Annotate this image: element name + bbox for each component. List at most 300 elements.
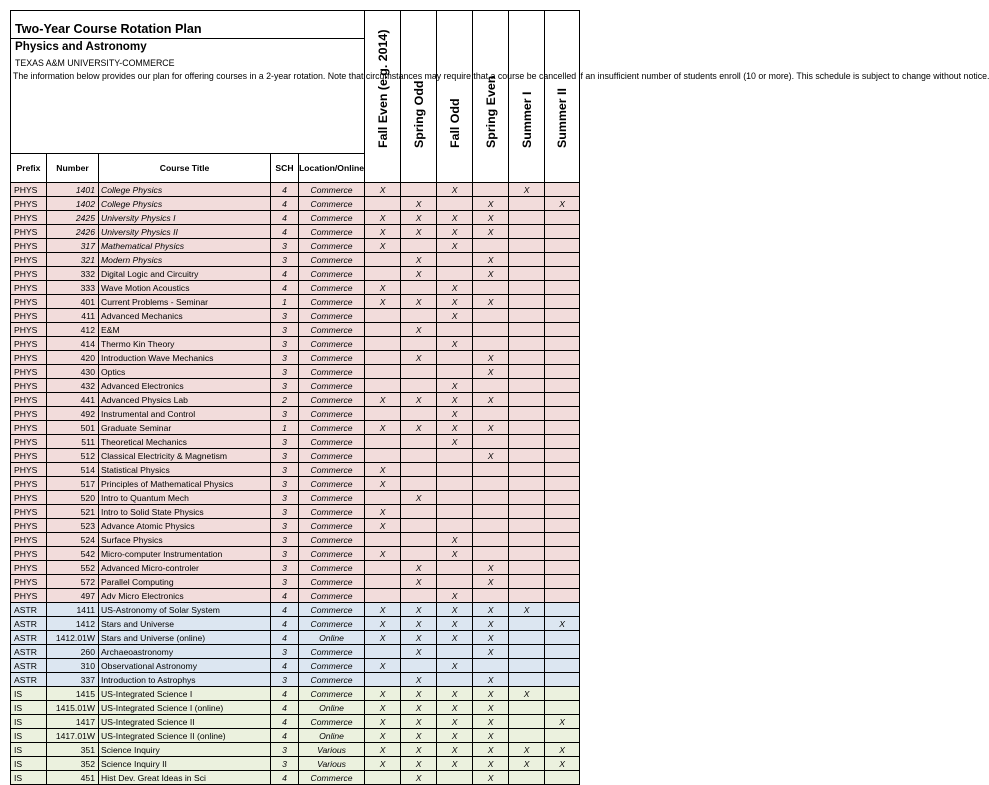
- course-prefix: PHYS: [11, 379, 47, 393]
- offering-mark: [473, 183, 509, 197]
- table-row: [11, 743, 580, 757]
- offering-mark: [509, 715, 545, 729]
- course-title: Archaeoastronomy: [99, 645, 271, 659]
- course-location: Commerce: [299, 477, 365, 491]
- offering-mark: [509, 365, 545, 379]
- offering-mark: X: [473, 267, 509, 281]
- course-title: E&M: [99, 323, 271, 337]
- offering-mark: X: [437, 337, 473, 351]
- offering-mark: X: [365, 743, 401, 757]
- offering-mark: [545, 547, 580, 561]
- offering-mark: [545, 435, 580, 449]
- course-prefix: PHYS: [11, 449, 47, 463]
- table-row: [11, 323, 580, 337]
- table-row: [11, 183, 580, 197]
- offering-mark: [509, 589, 545, 603]
- offering-mark: [545, 365, 580, 379]
- offering-mark: X: [365, 547, 401, 561]
- course-title: Observational Astronomy: [99, 659, 271, 673]
- course-title: Hist Dev. Great Ideas in Sci: [99, 771, 271, 785]
- offering-mark: [509, 533, 545, 547]
- course-prefix: IS: [11, 743, 47, 757]
- table-row: [11, 603, 580, 617]
- offering-mark: [509, 617, 545, 631]
- offering-mark: [545, 337, 580, 351]
- semester-header-fall-odd: Fall Odd: [437, 11, 473, 183]
- offering-mark: X: [401, 295, 437, 309]
- course-sch: 4: [271, 183, 299, 197]
- course-number: 1417.01W: [47, 729, 99, 743]
- offering-mark: X: [473, 365, 509, 379]
- offering-mark: X: [473, 561, 509, 575]
- offering-mark: X: [509, 743, 545, 757]
- course-prefix: PHYS: [11, 351, 47, 365]
- table-row: [11, 309, 580, 323]
- course-sch: 3: [271, 519, 299, 533]
- offering-mark: X: [401, 253, 437, 267]
- offering-mark: [365, 435, 401, 449]
- offering-mark: [437, 575, 473, 589]
- table-row: [11, 337, 580, 351]
- offering-mark: [545, 645, 580, 659]
- course-title: University Physics I: [99, 211, 271, 225]
- course-sch: 3: [271, 351, 299, 365]
- course-number: 1412: [47, 617, 99, 631]
- offering-mark: X: [473, 617, 509, 631]
- course-location: Commerce: [299, 687, 365, 701]
- offering-mark: X: [473, 757, 509, 771]
- offering-mark: [509, 463, 545, 477]
- course-sch: 3: [271, 239, 299, 253]
- offering-mark: X: [365, 505, 401, 519]
- course-location: Commerce: [299, 295, 365, 309]
- offering-mark: [509, 729, 545, 743]
- offering-mark: [473, 491, 509, 505]
- course-title: Wave Motion Acoustics: [99, 281, 271, 295]
- table-row: [11, 715, 580, 729]
- offering-mark: [545, 309, 580, 323]
- offering-mark: [509, 645, 545, 659]
- offering-mark: X: [365, 631, 401, 645]
- course-title: Theoretical Mechanics: [99, 435, 271, 449]
- offering-mark: X: [473, 631, 509, 645]
- offering-mark: X: [545, 617, 580, 631]
- info-paragraph: The information below provides our plan for offering courses in a 2-year rotation. Note that circumstances may require that a course be cancelled if an insufficient number of students enroll (10 or more). This schedule is subject to change without notice.: [13, 71, 989, 81]
- table-row: [11, 463, 580, 477]
- offering-mark: [545, 631, 580, 645]
- table-row: [11, 393, 580, 407]
- offering-mark: X: [365, 225, 401, 239]
- offering-mark: [401, 309, 437, 323]
- table-row: [11, 491, 580, 505]
- course-title: College Physics: [99, 197, 271, 211]
- offering-mark: X: [437, 547, 473, 561]
- table-row: [11, 197, 580, 211]
- offering-mark: X: [365, 281, 401, 295]
- offering-mark: [437, 463, 473, 477]
- offering-mark: [545, 407, 580, 421]
- offering-mark: X: [401, 351, 437, 365]
- course-sch: 2: [271, 393, 299, 407]
- offering-mark: X: [437, 183, 473, 197]
- table-row: [11, 687, 580, 701]
- course-location: Commerce: [299, 393, 365, 407]
- course-sch: 3: [271, 505, 299, 519]
- course-number: 2426: [47, 225, 99, 239]
- offering-mark: X: [437, 603, 473, 617]
- offering-mark: X: [365, 757, 401, 771]
- semester-header-fall-even: Fall Even (e.g. 2014): [365, 11, 401, 183]
- offering-mark: X: [545, 743, 580, 757]
- course-title: Stars and Universe: [99, 617, 271, 631]
- offering-mark: [545, 589, 580, 603]
- offering-mark: [365, 309, 401, 323]
- offering-mark: X: [473, 701, 509, 715]
- table-row: [11, 449, 580, 463]
- offering-mark: [473, 281, 509, 295]
- course-location: Commerce: [299, 309, 365, 323]
- course-sch: 4: [271, 701, 299, 715]
- offering-mark: X: [437, 701, 473, 715]
- course-location: Commerce: [299, 351, 365, 365]
- course-prefix: PHYS: [11, 253, 47, 267]
- offering-mark: [365, 673, 401, 687]
- offering-mark: [545, 449, 580, 463]
- offering-mark: [509, 239, 545, 253]
- offering-mark: [509, 561, 545, 575]
- offering-mark: X: [401, 771, 437, 785]
- course-prefix: IS: [11, 687, 47, 701]
- offering-mark: [545, 379, 580, 393]
- table-row: [11, 533, 580, 547]
- table-row: [11, 575, 580, 589]
- offering-mark: X: [437, 729, 473, 743]
- course-sch: 3: [271, 253, 299, 267]
- course-sch: 3: [271, 673, 299, 687]
- course-location: Commerce: [299, 449, 365, 463]
- course-title: Digital Logic and Circuitry: [99, 267, 271, 281]
- course-sch: 4: [271, 281, 299, 295]
- offering-mark: [401, 435, 437, 449]
- course-sch: 1: [271, 421, 299, 435]
- course-number: 401: [47, 295, 99, 309]
- course-title: Introduction Wave Mechanics: [99, 351, 271, 365]
- course-title: Adv Micro Electronics: [99, 589, 271, 603]
- course-prefix: PHYS: [11, 533, 47, 547]
- offering-mark: [509, 491, 545, 505]
- offering-mark: [473, 407, 509, 421]
- course-number: 1411: [47, 603, 99, 617]
- offering-mark: [401, 519, 437, 533]
- offering-mark: X: [401, 323, 437, 337]
- offering-mark: [473, 239, 509, 253]
- offering-mark: X: [365, 715, 401, 729]
- page-title: Two-Year Course Rotation Plan: [15, 22, 202, 36]
- offering-mark: [509, 547, 545, 561]
- course-prefix: PHYS: [11, 561, 47, 575]
- course-location: Commerce: [299, 715, 365, 729]
- course-title: Science Inquiry: [99, 743, 271, 757]
- offering-mark: X: [365, 211, 401, 225]
- course-number: 310: [47, 659, 99, 673]
- offering-mark: X: [473, 771, 509, 785]
- course-prefix: PHYS: [11, 365, 47, 379]
- course-title: Surface Physics: [99, 533, 271, 547]
- offering-mark: [509, 393, 545, 407]
- col-sch: SCH: [271, 154, 299, 183]
- course-location: Commerce: [299, 617, 365, 631]
- table-row: [11, 729, 580, 743]
- offering-mark: X: [401, 701, 437, 715]
- offering-mark: [545, 295, 580, 309]
- table-row: [11, 225, 580, 239]
- offering-mark: X: [365, 239, 401, 253]
- offering-mark: [545, 421, 580, 435]
- offering-mark: X: [401, 267, 437, 281]
- col-course-title: Course Title: [99, 154, 271, 183]
- offering-mark: [509, 407, 545, 421]
- offering-mark: [473, 323, 509, 337]
- offering-mark: X: [437, 211, 473, 225]
- offering-mark: [509, 659, 545, 673]
- course-number: 511: [47, 435, 99, 449]
- course-prefix: IS: [11, 715, 47, 729]
- offering-mark: X: [473, 687, 509, 701]
- offering-mark: [545, 477, 580, 491]
- course-number: 317: [47, 239, 99, 253]
- offering-mark: [365, 561, 401, 575]
- offering-mark: [365, 379, 401, 393]
- course-number: 411: [47, 309, 99, 323]
- offering-mark: [509, 351, 545, 365]
- offering-mark: [545, 323, 580, 337]
- course-location: Commerce: [299, 673, 365, 687]
- table-row: [11, 477, 580, 491]
- course-location: Commerce: [299, 365, 365, 379]
- course-number: 441: [47, 393, 99, 407]
- course-number: 2425: [47, 211, 99, 225]
- offering-mark: [401, 183, 437, 197]
- offering-mark: [509, 519, 545, 533]
- offering-mark: X: [473, 197, 509, 211]
- offering-mark: [437, 197, 473, 211]
- offering-mark: X: [365, 659, 401, 673]
- course-sch: 3: [271, 645, 299, 659]
- table-row: [11, 519, 580, 533]
- course-sch: 4: [271, 211, 299, 225]
- course-prefix: IS: [11, 771, 47, 785]
- course-title: Advanced Physics Lab: [99, 393, 271, 407]
- course-location: Commerce: [299, 603, 365, 617]
- course-number: 412: [47, 323, 99, 337]
- course-sch: 3: [271, 379, 299, 393]
- table-row: [11, 673, 580, 687]
- course-title: Introduction to Astrophys: [99, 673, 271, 687]
- course-title: US-Astronomy of Solar System: [99, 603, 271, 617]
- offering-mark: X: [365, 183, 401, 197]
- offering-mark: [545, 281, 580, 295]
- offering-mark: [545, 211, 580, 225]
- offering-mark: X: [365, 477, 401, 491]
- semester-header-spring-odd: Spring Odd: [401, 11, 437, 183]
- offering-mark: [365, 645, 401, 659]
- course-prefix: PHYS: [11, 393, 47, 407]
- course-title: Graduate Seminar: [99, 421, 271, 435]
- offering-mark: X: [401, 197, 437, 211]
- offering-mark: [365, 197, 401, 211]
- offering-mark: [473, 463, 509, 477]
- table-row: [11, 659, 580, 673]
- course-prefix: PHYS: [11, 267, 47, 281]
- course-sch: 3: [271, 575, 299, 589]
- offering-mark: [509, 477, 545, 491]
- course-sch: 4: [271, 589, 299, 603]
- course-title: US-Integrated Science I: [99, 687, 271, 701]
- offering-mark: [545, 519, 580, 533]
- course-location: Commerce: [299, 491, 365, 505]
- offering-mark: [509, 295, 545, 309]
- table-row: [11, 281, 580, 295]
- offering-mark: [509, 631, 545, 645]
- course-location: Commerce: [299, 463, 365, 477]
- offering-mark: X: [473, 729, 509, 743]
- offering-mark: X: [401, 617, 437, 631]
- table-row: [11, 365, 580, 379]
- course-number: 1415.01W: [47, 701, 99, 715]
- course-sch: 3: [271, 435, 299, 449]
- offering-mark: X: [437, 757, 473, 771]
- semester-header-spring-even: Spring Even: [473, 11, 509, 183]
- offering-mark: [365, 253, 401, 267]
- course-sch: 3: [271, 463, 299, 477]
- course-number: 432: [47, 379, 99, 393]
- course-location: Commerce: [299, 435, 365, 449]
- course-title: Stars and Universe (online): [99, 631, 271, 645]
- table-row: [11, 561, 580, 575]
- offering-mark: X: [401, 225, 437, 239]
- offering-mark: X: [437, 533, 473, 547]
- offering-mark: X: [401, 421, 437, 435]
- course-sch: 3: [271, 449, 299, 463]
- offering-mark: [545, 239, 580, 253]
- offering-mark: X: [437, 281, 473, 295]
- offering-mark: [401, 533, 437, 547]
- offering-mark: [509, 435, 545, 449]
- course-sch: 3: [271, 561, 299, 575]
- offering-mark: [401, 659, 437, 673]
- course-prefix: ASTR: [11, 673, 47, 687]
- offering-mark: [437, 253, 473, 267]
- course-number: 542: [47, 547, 99, 561]
- offering-mark: [365, 533, 401, 547]
- course-title: University Physics II: [99, 225, 271, 239]
- course-prefix: ASTR: [11, 645, 47, 659]
- offering-mark: [365, 449, 401, 463]
- course-location: Commerce: [299, 659, 365, 673]
- course-number: 512: [47, 449, 99, 463]
- col-prefix: Prefix: [11, 154, 47, 183]
- course-sch: 4: [271, 687, 299, 701]
- course-title: Science Inquiry II: [99, 757, 271, 771]
- course-location: Various: [299, 743, 365, 757]
- table-row: [11, 435, 580, 449]
- course-title: Advanced Micro-controler: [99, 561, 271, 575]
- offering-mark: X: [473, 449, 509, 463]
- offering-mark: [437, 771, 473, 785]
- col-number: Number: [47, 154, 99, 183]
- table-row: [11, 407, 580, 421]
- course-sch: 3: [271, 407, 299, 421]
- course-number: 517: [47, 477, 99, 491]
- course-prefix: PHYS: [11, 491, 47, 505]
- course-location: Commerce: [299, 253, 365, 267]
- course-number: 1415: [47, 687, 99, 701]
- col-location: Location/Online: [299, 154, 365, 183]
- course-title: US-Integrated Science II: [99, 715, 271, 729]
- course-title: Classical Electricity & Magnetism: [99, 449, 271, 463]
- offering-mark: [545, 225, 580, 239]
- course-prefix: PHYS: [11, 281, 47, 295]
- offering-mark: X: [473, 393, 509, 407]
- course-sch: 4: [271, 771, 299, 785]
- offering-mark: X: [401, 757, 437, 771]
- course-location: Online: [299, 729, 365, 743]
- offering-mark: [401, 589, 437, 603]
- offering-mark: [437, 477, 473, 491]
- offering-mark: X: [473, 575, 509, 589]
- course-number: 552: [47, 561, 99, 575]
- offering-mark: [473, 659, 509, 673]
- course-sch: 4: [271, 631, 299, 645]
- offering-mark: [545, 253, 580, 267]
- course-sch: 3: [271, 533, 299, 547]
- table-row: [11, 211, 580, 225]
- offering-mark: X: [365, 729, 401, 743]
- table-row: [11, 295, 580, 309]
- offering-mark: X: [437, 309, 473, 323]
- offering-mark: [545, 491, 580, 505]
- offering-mark: [401, 337, 437, 351]
- course-sch: 4: [271, 603, 299, 617]
- offering-mark: X: [437, 407, 473, 421]
- course-title: Modern Physics: [99, 253, 271, 267]
- offering-mark: X: [437, 659, 473, 673]
- course-location: Commerce: [299, 281, 365, 295]
- table-row: [11, 547, 580, 561]
- offering-mark: X: [365, 463, 401, 477]
- offering-mark: [365, 771, 401, 785]
- course-number: 1417: [47, 715, 99, 729]
- offering-mark: [545, 533, 580, 547]
- course-location: Commerce: [299, 407, 365, 421]
- course-location: Commerce: [299, 337, 365, 351]
- course-prefix: PHYS: [11, 337, 47, 351]
- course-number: 520: [47, 491, 99, 505]
- course-title: Statistical Physics: [99, 463, 271, 477]
- offering-mark: [473, 519, 509, 533]
- offering-mark: X: [401, 603, 437, 617]
- offering-mark: [545, 561, 580, 575]
- offering-mark: [365, 365, 401, 379]
- offering-mark: [437, 505, 473, 519]
- course-title: Mathematical Physics: [99, 239, 271, 253]
- offering-mark: [473, 505, 509, 519]
- course-prefix: PHYS: [11, 575, 47, 589]
- table-row: [11, 351, 580, 365]
- offering-mark: X: [437, 393, 473, 407]
- offering-mark: [365, 589, 401, 603]
- offering-mark: [365, 323, 401, 337]
